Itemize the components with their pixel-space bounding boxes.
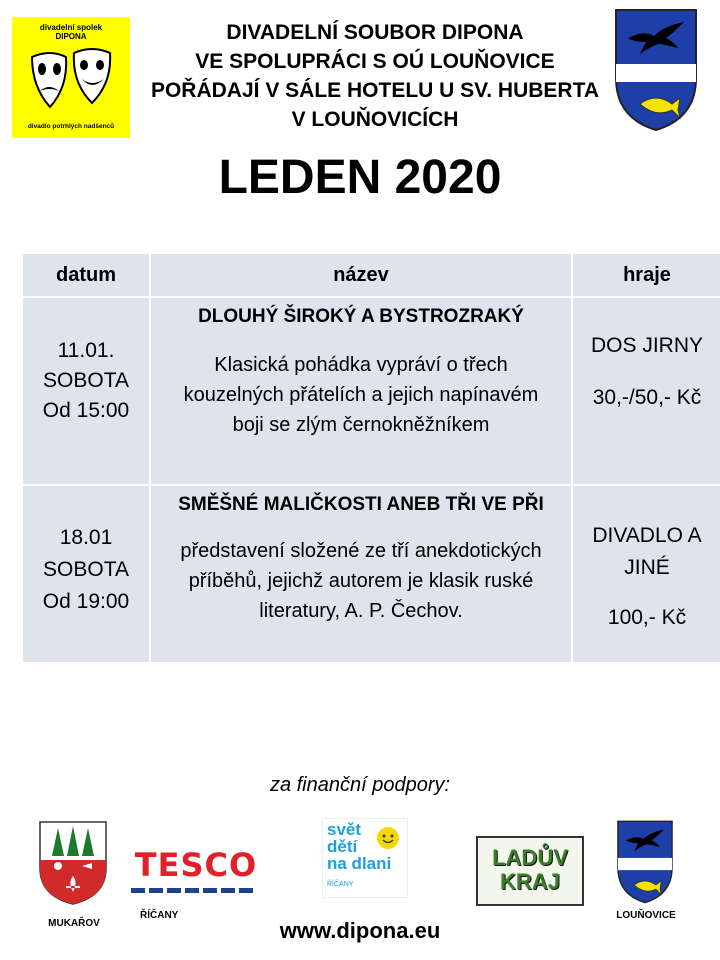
logo-line1: divadelní spolek: [39, 23, 103, 32]
play-desc-line: představení složené ze tří anekdotických: [180, 540, 542, 562]
event-day: SOBOTA: [43, 369, 129, 392]
logo-text: [12, 23, 130, 41]
page-title: LEDEN 2020: [218, 151, 502, 204]
header-plays: hraje: [572, 253, 720, 297]
header-line: POŘÁDAJÍ V SÁLE HOTELU U SV. HUBERTA: [150, 79, 600, 102]
name-cell: [150, 485, 572, 663]
svet-line: svět: [327, 820, 362, 839]
laduv-line: KRAJ: [500, 869, 560, 894]
event-date: 11.01.: [57, 339, 115, 362]
header-intro: [140, 18, 610, 134]
event-date: 18.01: [59, 526, 113, 549]
lounovice-small-crest-icon: [612, 820, 678, 904]
event-time: Od 15:00: [42, 399, 130, 422]
table-header-row: [22, 253, 720, 297]
event-day: SOBOTA: [43, 558, 129, 581]
theatre-group: JINÉ: [624, 556, 670, 579]
support-label: za finanční podpory:: [269, 774, 451, 796]
lounovice-caption: LOUŇOVICE: [616, 910, 676, 921]
theatre-group: DOS JIRNY: [590, 334, 703, 357]
website-url[interactable]: www.dipona.eu: [279, 918, 441, 943]
smiley-sun-icon: [375, 825, 401, 851]
name-cell: [150, 297, 572, 485]
laduv-kraj-logo: [476, 836, 584, 906]
mukarov-crest-icon: [38, 820, 108, 906]
lounovice-crest-icon: [614, 8, 698, 132]
play-desc-line: Klasická pohádka vypráví o třech: [214, 354, 508, 376]
plays-cell: [572, 485, 720, 663]
table-row: [22, 297, 720, 485]
plays-cell: [572, 297, 720, 485]
svet-line: na dlani: [327, 854, 392, 873]
mukarov-caption: MUKAŘOV: [48, 918, 100, 929]
tesco-logo: [128, 848, 264, 900]
header-line: DIVADELNÍ SOUBOR DIPONA: [226, 21, 524, 44]
logo-line2: DIPONA: [55, 32, 87, 41]
play-desc-line: kouzelných přátelích a jejich napínavém: [183, 384, 539, 406]
laduv-line: LADŮV: [492, 845, 568, 870]
play-desc-line: boji se zlým černokněžníkem: [232, 414, 490, 436]
logo-tagline: divadlo potrhlých nadšenců: [27, 123, 115, 130]
date-cell: [22, 485, 150, 663]
date-cell: [22, 297, 150, 485]
svet-deti-logo: [322, 818, 408, 898]
theatre-masks-icon: [26, 47, 116, 117]
dipona-logo: [12, 17, 130, 138]
header-line: VE SPOLUPRÁCI S OÚ LOUŇOVICE: [195, 50, 555, 73]
svet-sub: ŘÍČANY: [327, 881, 354, 888]
schedule-table: [21, 252, 720, 664]
ricany-caption: ŘÍČANY: [140, 910, 179, 921]
header-name: název: [150, 253, 572, 297]
play-title: DLOUHÝ ŠIROKÝ A BYSTROZRAKÝ: [198, 306, 524, 327]
theatre-group: DIVADLO A: [592, 524, 702, 547]
play-desc-line: literatury, A. P. Čechov.: [259, 600, 463, 622]
ticket-price: 100,- Kč: [607, 606, 687, 629]
play-title: SMĚŠNÉ MALIČKOSTI ANEB TŘI VE PŘI: [178, 494, 544, 515]
event-time: Od 19:00: [42, 590, 130, 613]
svet-line: dětí: [327, 837, 358, 856]
header-date: datum: [22, 253, 150, 297]
play-desc-line: příběhů, jejichž autorem je klasik ruské: [188, 570, 534, 592]
header-line: V LOUŇOVICÍCH: [291, 108, 459, 131]
tesco-stripes-icon: [131, 887, 261, 895]
table-row: [22, 485, 720, 663]
ticket-price: 30,-/50,- Kč: [592, 386, 702, 409]
tesco-wordmark: TESCO: [134, 846, 258, 884]
